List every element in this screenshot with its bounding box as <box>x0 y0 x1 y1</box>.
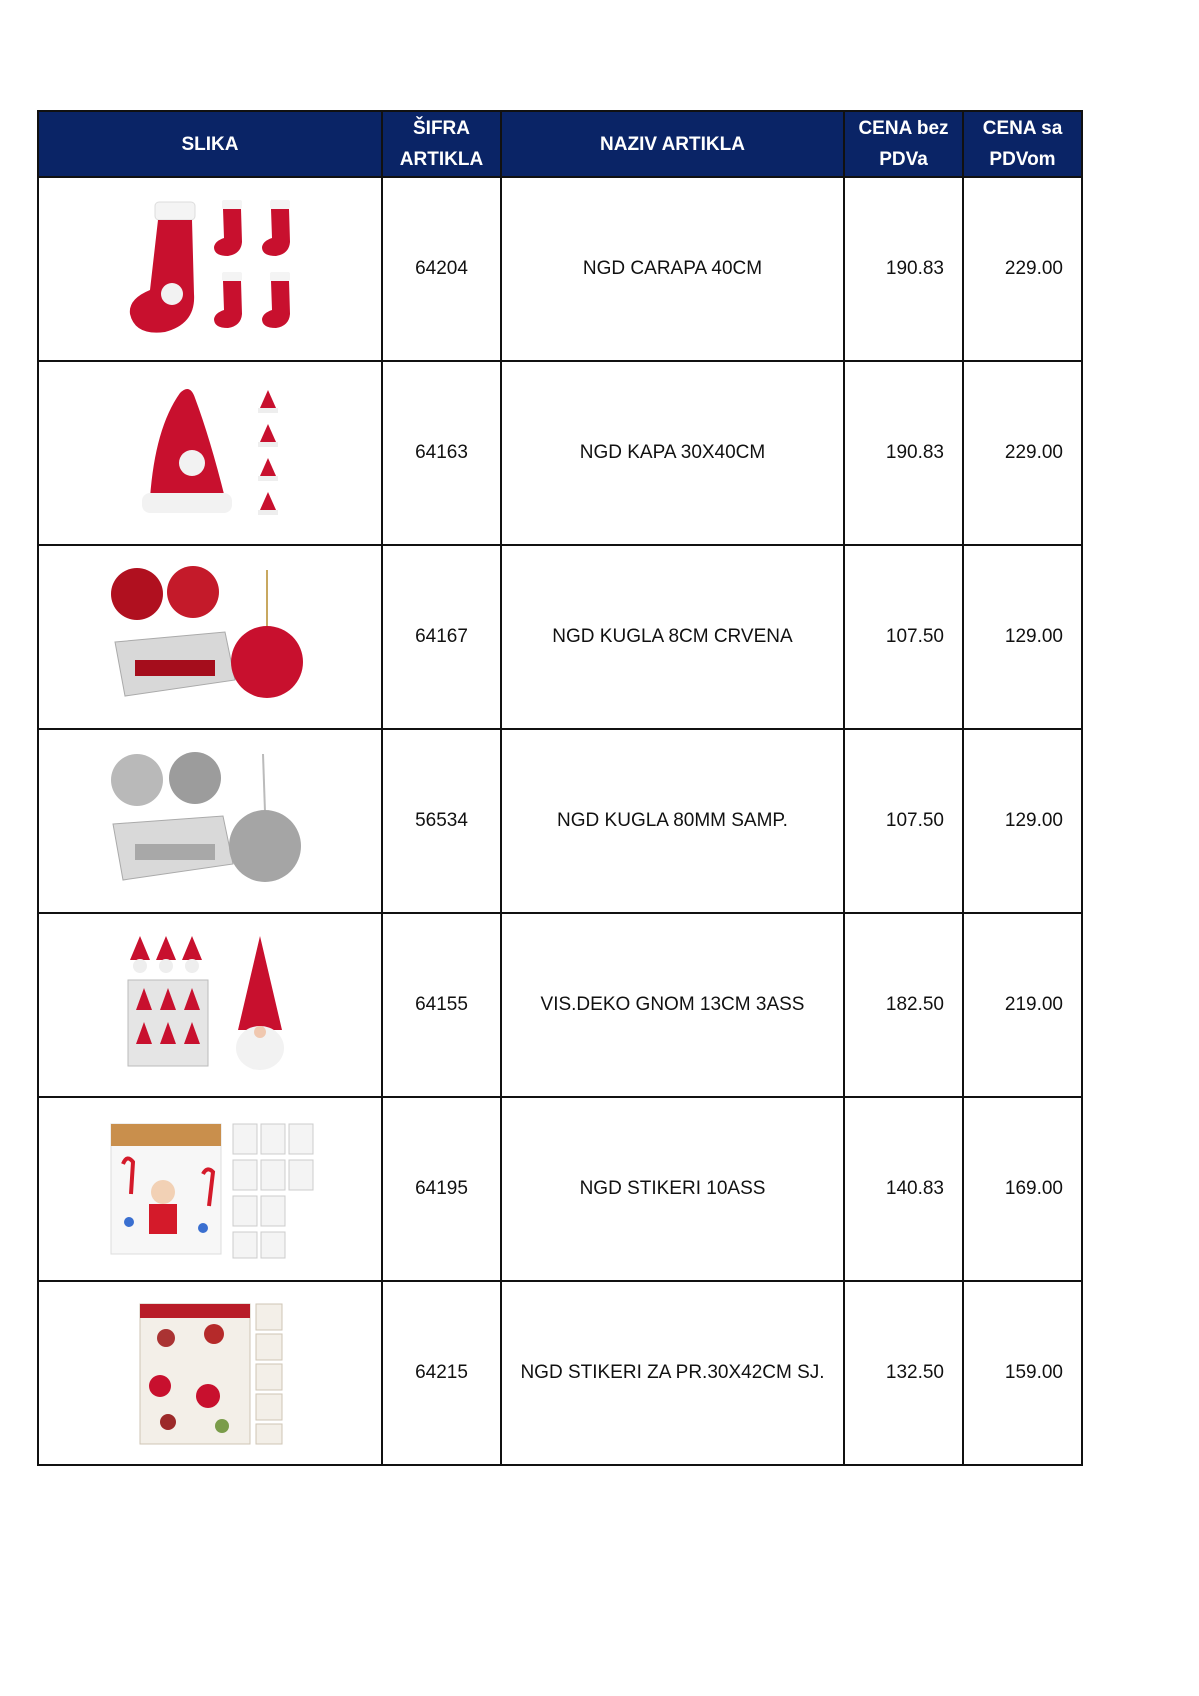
price-gross: 129.00 <box>963 545 1082 729</box>
price-net: 140.83 <box>844 1097 963 1281</box>
price-gross: 229.00 <box>963 361 1082 545</box>
product-code: 64167 <box>382 545 501 729</box>
product-name: NGD KAPA 30X40CM <box>501 361 844 545</box>
table-header-row <box>38 111 1082 177</box>
price-net: 107.50 <box>844 729 963 913</box>
price-list-table <box>37 110 1083 1466</box>
product-name: NGD KUGLA 8CM CRVENA <box>501 545 844 729</box>
christmas-stocking-icon <box>110 194 310 344</box>
price-gross: 159.00 <box>963 1281 1082 1465</box>
table-row <box>38 177 1082 361</box>
red-ornament-ball-icon <box>105 562 315 712</box>
price-gross: 219.00 <box>963 913 1082 1097</box>
price-net: 190.83 <box>844 361 963 545</box>
santa-hat-icon <box>110 378 310 528</box>
silver-ornament-ball-icon <box>105 746 315 896</box>
product-name: NGD STIKERI 10ASS <box>501 1097 844 1281</box>
product-name: NGD STIKERI ZA PR.30X42CM SJ. <box>501 1281 844 1465</box>
product-code: 64215 <box>382 1281 501 1465</box>
product-code: 56534 <box>382 729 501 913</box>
product-code: 64195 <box>382 1097 501 1281</box>
product-image-cell <box>38 177 382 361</box>
price-gross: 129.00 <box>963 729 1082 913</box>
table-row <box>38 361 1082 545</box>
price-gross: 229.00 <box>963 177 1082 361</box>
product-name: VIS.DEKO GNOM 13CM 3ASS <box>501 913 844 1097</box>
product-code: 64204 <box>382 177 501 361</box>
table-row <box>38 913 1082 1097</box>
product-image-cell <box>38 545 382 729</box>
price-net: 182.50 <box>844 913 963 1097</box>
product-image-cell <box>38 361 382 545</box>
table-row <box>38 545 1082 729</box>
price-net: 132.50 <box>844 1281 963 1465</box>
gnome-ornament-icon <box>110 930 310 1080</box>
product-image-cell <box>38 913 382 1097</box>
price-net: 107.50 <box>844 545 963 729</box>
table-row <box>38 1097 1082 1281</box>
table-row <box>38 729 1082 913</box>
header-name: NAZIV ARTIKLA <box>501 111 844 177</box>
sticker-sheet-icon <box>105 1114 315 1264</box>
header-price-net: CENA bez PDVa <box>844 111 963 177</box>
product-image-cell <box>38 1281 382 1465</box>
product-code: 64155 <box>382 913 501 1097</box>
product-code: 64163 <box>382 361 501 545</box>
header-code: ŠIFRA ARTIKLA <box>382 111 501 177</box>
price-net: 190.83 <box>844 177 963 361</box>
product-name: NGD CARAPA 40CM <box>501 177 844 361</box>
product-name: NGD KUGLA 80MM SAMP. <box>501 729 844 913</box>
window-sticker-sheet-icon <box>130 1298 290 1448</box>
header-image: SLIKA <box>38 111 382 177</box>
table-row <box>38 1281 1082 1465</box>
header-price-gross: CENA sa PDVom <box>963 111 1082 177</box>
price-gross: 169.00 <box>963 1097 1082 1281</box>
product-image-cell <box>38 1097 382 1281</box>
product-image-cell <box>38 729 382 913</box>
